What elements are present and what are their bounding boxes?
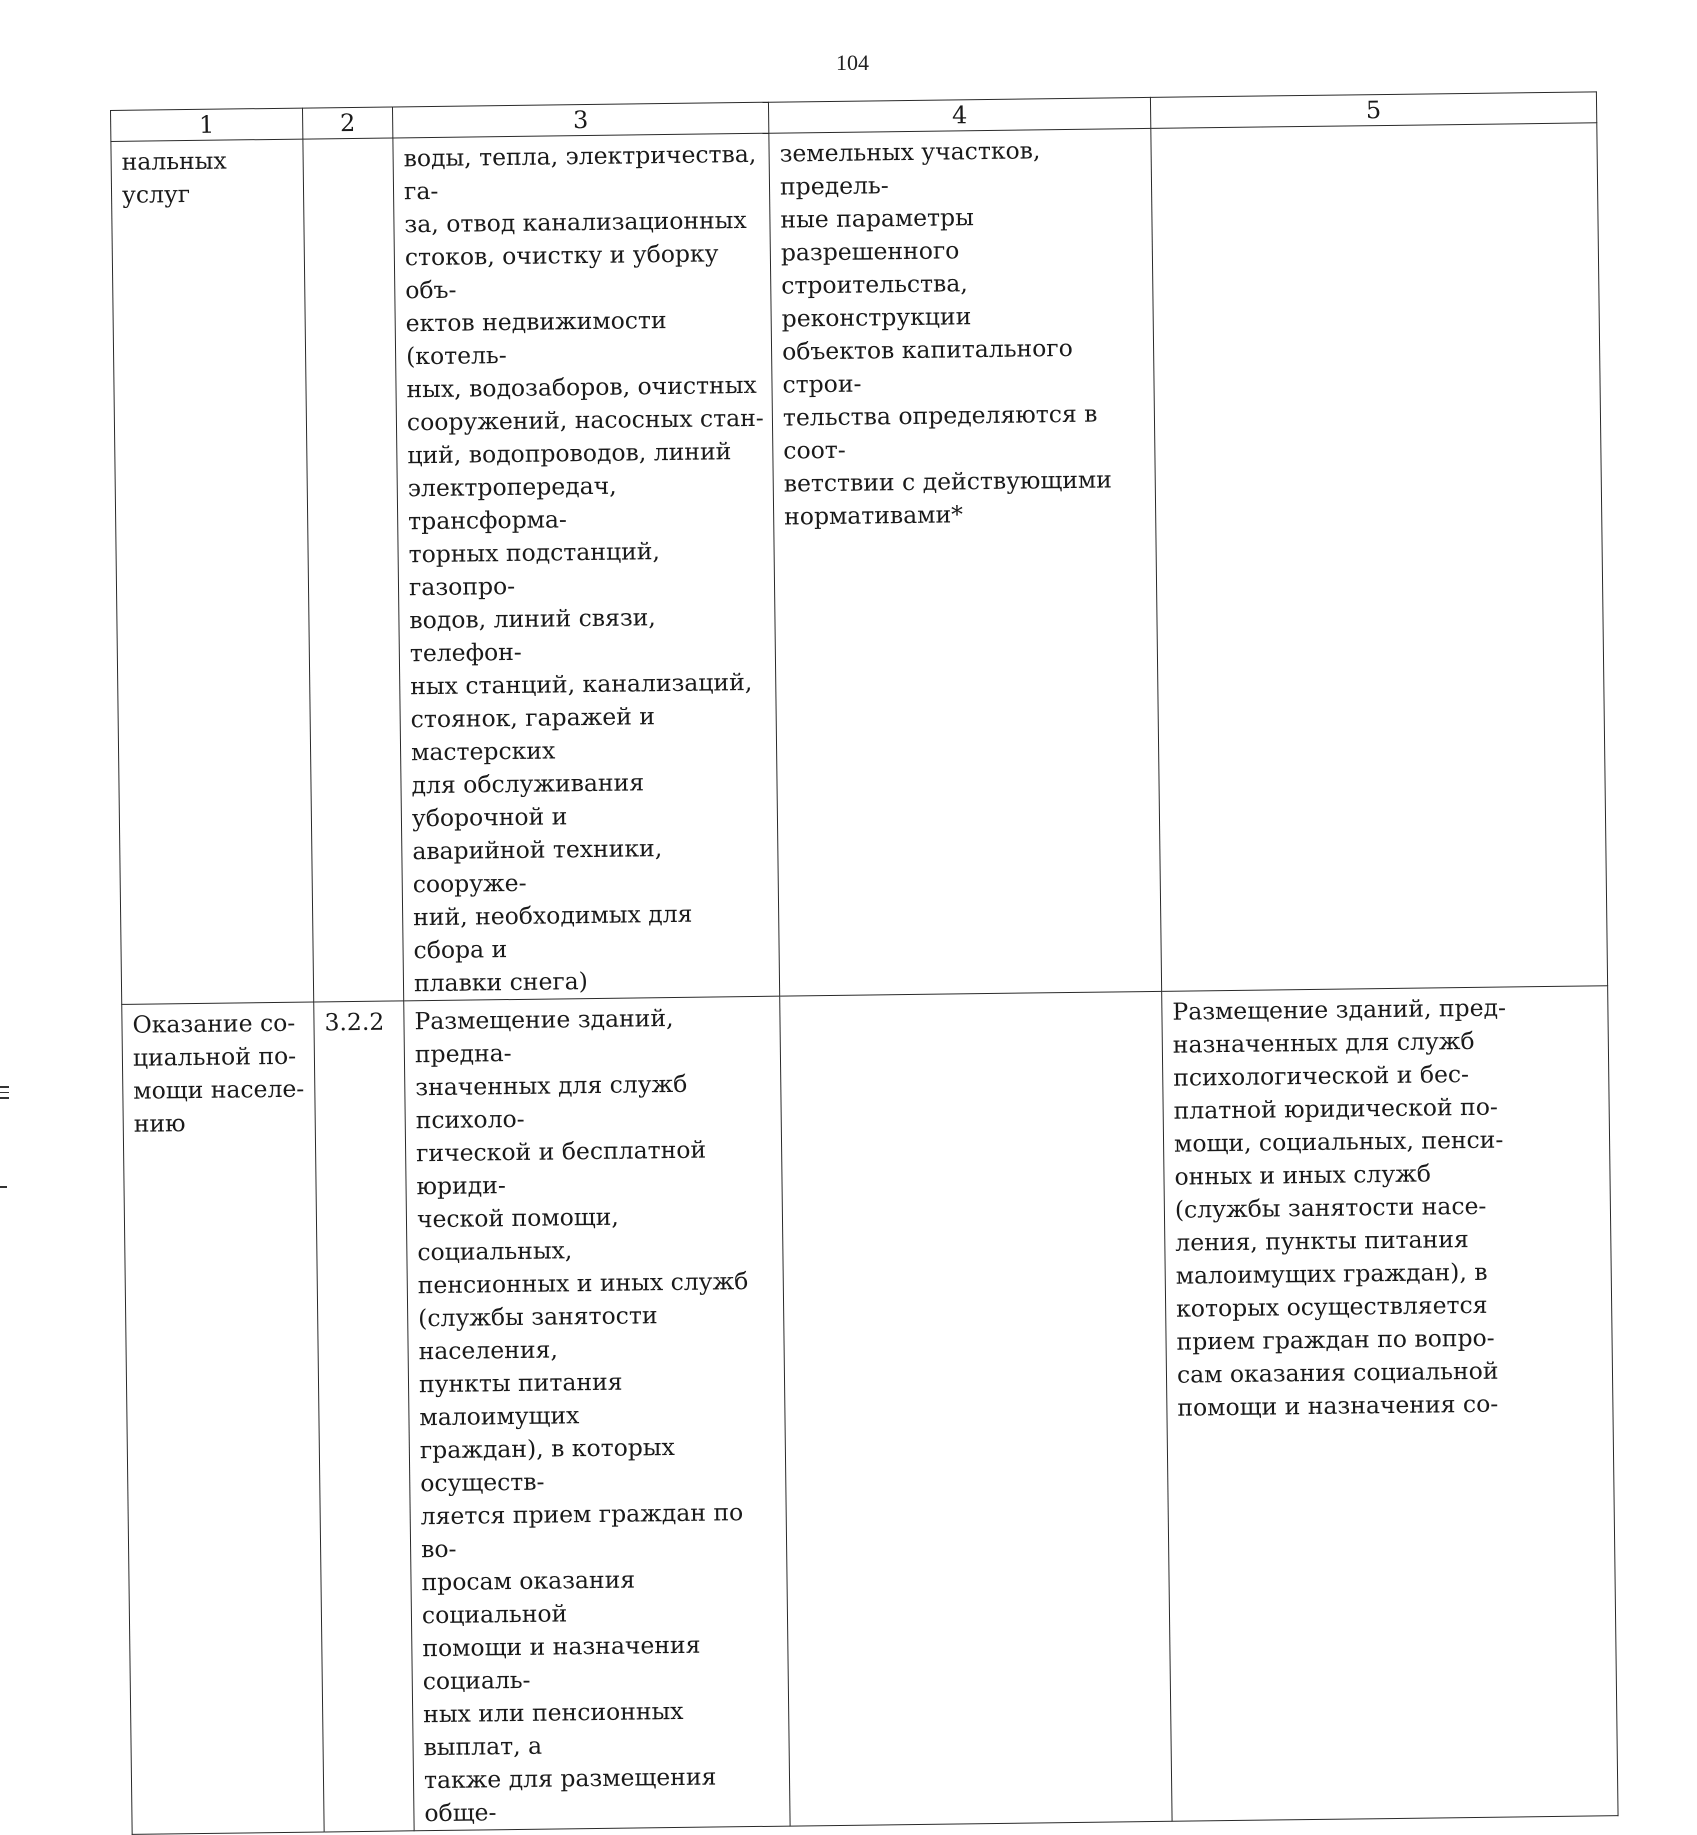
table-row [111,123,1608,1005]
table-cell [404,996,790,1831]
table-cell [1162,986,1618,1822]
document-sheet [110,91,1608,1828]
column-header-3: 3 [392,102,768,138]
table-cell [1151,123,1608,992]
row1-col3-text: воды, тепла, электричества, га- за, отвод канализационных стоков, очистку и уборку объ- ектов недвижимости (котель- ных, водозаборов, очистных сооружений, насосных стан- ций, водопроводов, линий электропередач, трансформа- торных подстанций, газопро- водов, линий связи, телефон- ных станций, канализаций, стоянок, гаражей и мастерских для обслуживания уборочной и аварийной техники, сооруже- ний, необходимых для сбора и плавки снега) [403,139,764,998]
row1-col1-text: нальных услуг [121,146,227,209]
table-cell [111,139,314,1004]
column-header-2: 2 [302,107,392,139]
document-table [110,91,1619,1835]
binding-marks [0,1086,9,1100]
table-cell [780,991,1172,1826]
row2-col5-text: Размещение зданий, пред- назначенных для служб психологической и бес- платной юридической по- мощи, социальных, пенси- онных и иных служб (службы занятости насе- ления, пункты питания малоимущих граждан), в которых осуществляется прием граждан по вопро- сам оказания социальной помощи и назначения со- [1172,993,1507,1422]
margin-tick [0,1186,7,1188]
row2-col1-text: Оказание со- циальной по- мощи населе- нию [132,1008,305,1138]
table-cell [303,138,404,1002]
row2-col2-text: 3.2.2 [324,1007,385,1037]
column-header-4: 4 [768,97,1150,133]
column-header-1: 1 [111,108,303,141]
column-header-5: 5 [1150,92,1596,129]
table-cell [314,1001,414,1832]
table-row [122,986,1618,1835]
table-cell [393,133,780,1001]
table-cell [122,1002,324,1834]
table-cell [769,128,1162,996]
row2-col3-text: Размещение зданий, предна- значенных для служб психоло- гической и бесплатной юриди- ческой помощи, социальных, пенсионных и иных служб (службы занятости населения, пункты питания малоимущих граждан), в которых осуществ- ляется прием граждан по во- просам оказания социальной помощи и назначения социаль- ных или пенсионных выплат, а также для размещения обще- [414,1003,749,1828]
row1-col2-text [303,138,392,143]
page-number: 104 [836,50,869,75]
row1-col4-text: земельных участков, предель- ные параметры разрешенного строительства, реконструкции объектов капитального строи- тельства определяются в соот- ветствии с действующими нормативами* [779,136,1113,531]
